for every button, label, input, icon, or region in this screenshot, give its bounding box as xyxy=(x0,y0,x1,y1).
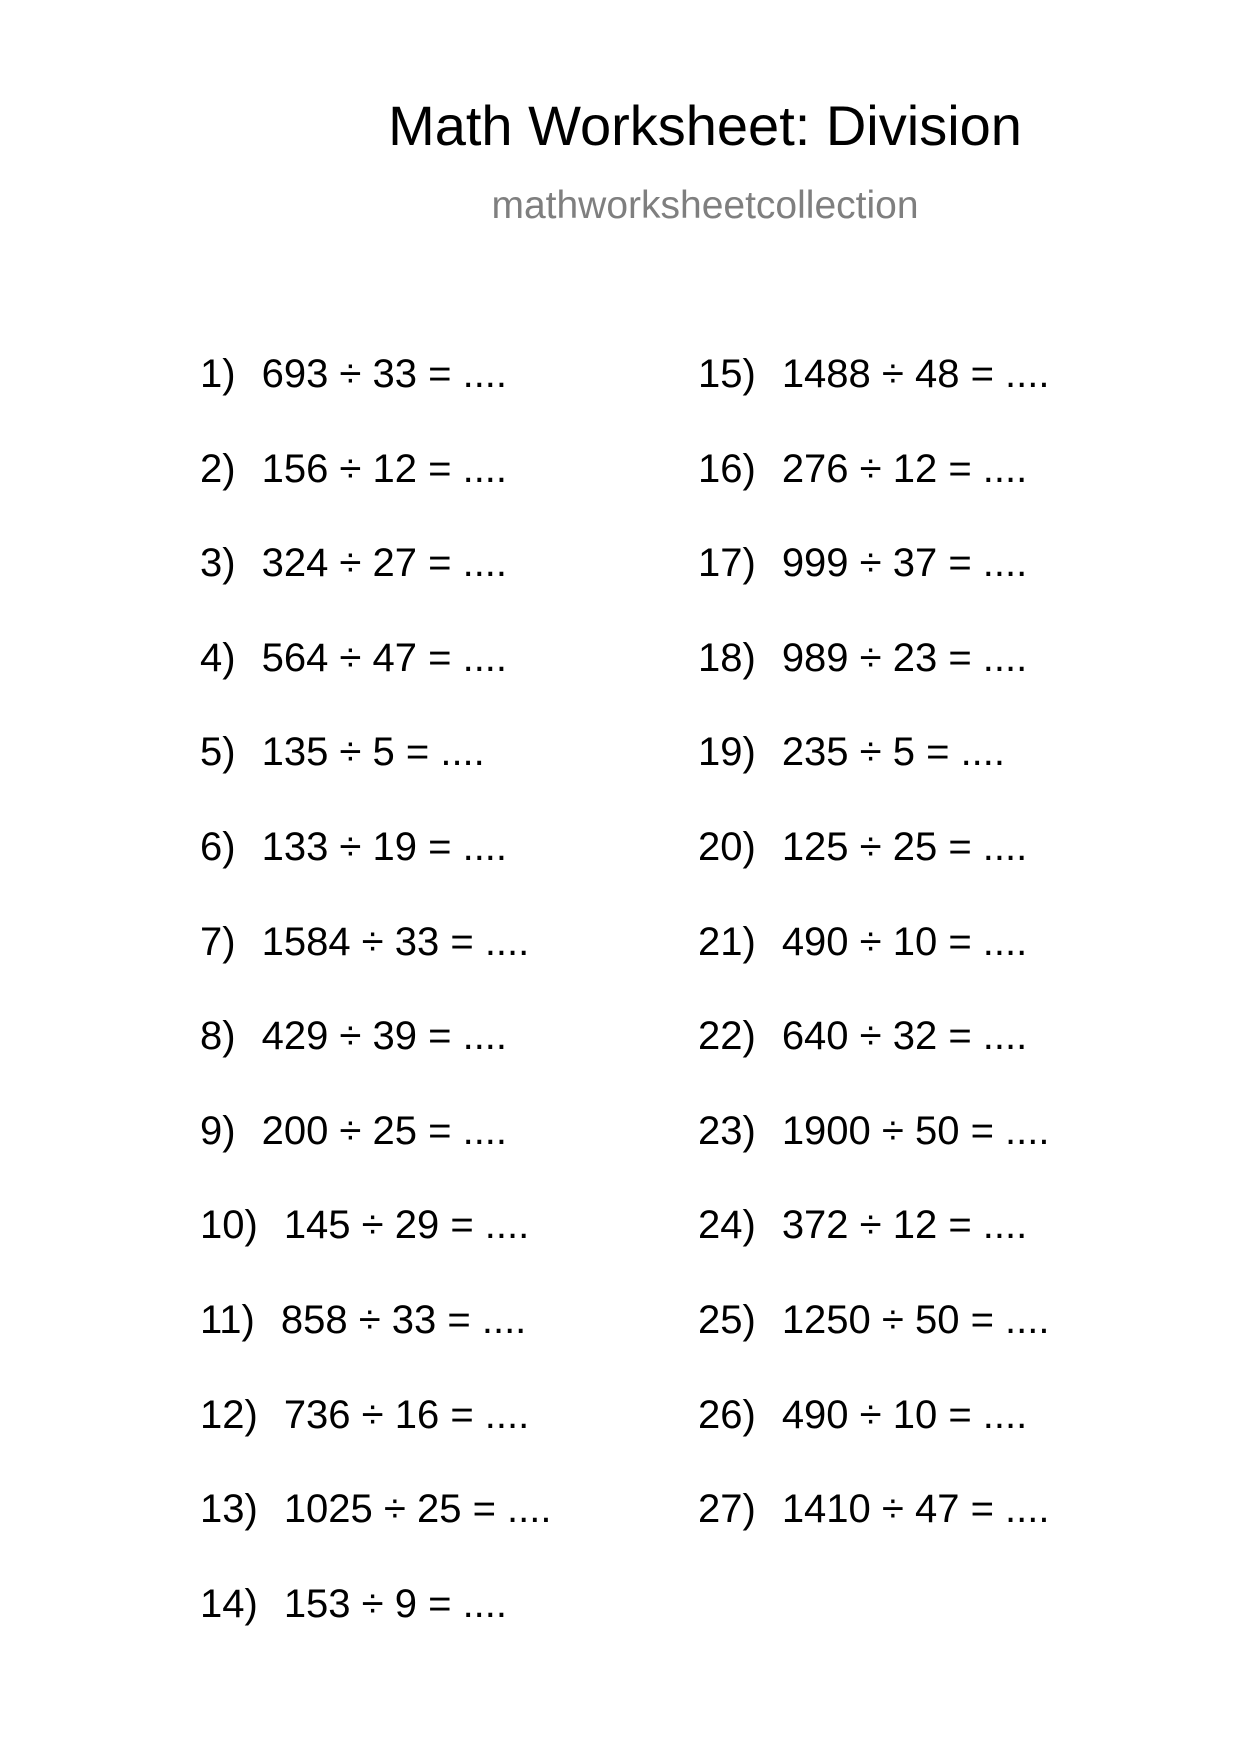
problem-item xyxy=(200,918,552,1013)
problem-number: 13) xyxy=(200,1487,258,1532)
problem-expression: 235 ÷ 5 = .... xyxy=(781,730,1006,775)
problem-expression: 324 ÷ 27 = .... xyxy=(261,541,508,586)
problem-expression: 736 ÷ 16 = .... xyxy=(283,1392,530,1437)
problem-expression: 125 ÷ 25 = .... xyxy=(781,824,1028,869)
problem-expression: 1584 ÷ 33 = .... xyxy=(261,919,530,964)
problem-number: 19) xyxy=(698,730,756,775)
page-subtitle: mathworksheetcollection xyxy=(491,184,919,227)
problem-item xyxy=(200,634,552,729)
problem-number: 5) xyxy=(200,730,236,775)
problem-number: 27) xyxy=(698,1487,756,1532)
problem-item xyxy=(200,823,552,918)
problem-number: 4) xyxy=(200,635,236,680)
problem-expression: 564 ÷ 47 = .... xyxy=(261,635,508,680)
problem-expression: 1488 ÷ 48 = .... xyxy=(781,352,1050,396)
problem-item xyxy=(698,539,1050,634)
problem-expression: 1900 ÷ 50 = .... xyxy=(781,1108,1050,1153)
problem-number: 12) xyxy=(200,1392,258,1437)
problem-item xyxy=(698,1485,1050,1580)
problem-item xyxy=(698,1107,1050,1202)
problem-number: 21) xyxy=(698,919,756,964)
page-title: Math Worksheet: Division xyxy=(388,94,1022,157)
problem-item xyxy=(200,1201,552,1296)
problem-number: 20) xyxy=(698,824,756,869)
problem-item xyxy=(698,728,1050,823)
problem-item xyxy=(200,445,552,540)
problem-item xyxy=(698,1391,1050,1486)
problem-number: 18) xyxy=(698,635,756,680)
problem-item xyxy=(200,539,552,634)
problem-number: 10) xyxy=(200,1203,258,1248)
problem-expression: 133 ÷ 19 = .... xyxy=(261,824,508,869)
problem-expression: 1410 ÷ 47 = .... xyxy=(781,1487,1050,1532)
problem-item xyxy=(698,918,1050,1013)
problem-item xyxy=(698,823,1050,918)
problem-number: 15) xyxy=(698,352,756,396)
problem-item xyxy=(200,1107,552,1202)
problem-expression: 693 ÷ 33 = .... xyxy=(261,352,508,396)
problem-expression: 1250 ÷ 50 = .... xyxy=(781,1297,1050,1342)
problem-number: 25) xyxy=(698,1297,756,1342)
problem-expression: 276 ÷ 12 = .... xyxy=(781,446,1028,491)
problem-item xyxy=(698,1012,1050,1107)
problem-item xyxy=(200,350,552,445)
problem-column-left xyxy=(200,350,552,1674)
problem-item xyxy=(698,1201,1050,1296)
problem-item xyxy=(200,1391,552,1486)
problem-number: 26) xyxy=(698,1392,756,1437)
problem-item xyxy=(200,1296,552,1391)
problem-number: 2) xyxy=(200,446,236,491)
problem-number: 22) xyxy=(698,1014,756,1059)
problem-expression: 989 ÷ 23 = .... xyxy=(781,635,1028,680)
problem-item xyxy=(698,445,1050,540)
problem-item xyxy=(698,634,1050,729)
problem-number: 9) xyxy=(200,1108,236,1153)
problem-item xyxy=(200,1012,552,1107)
problem-item xyxy=(698,1296,1050,1391)
problem-expression: 640 ÷ 32 = .... xyxy=(781,1014,1028,1059)
problem-expression: 490 ÷ 10 = .... xyxy=(781,919,1028,964)
problem-item xyxy=(200,728,552,823)
problem-item xyxy=(200,1485,552,1580)
problem-expression: 200 ÷ 25 = .... xyxy=(261,1108,508,1153)
problem-number: 17) xyxy=(698,541,756,586)
problem-expression: 372 ÷ 12 = .... xyxy=(781,1203,1028,1248)
problem-number: 16) xyxy=(698,446,756,491)
problem-column-right xyxy=(698,350,1050,1580)
problem-expression: 153 ÷ 9 = .... xyxy=(283,1581,508,1626)
problem-number: 1) xyxy=(200,352,236,396)
problem-number: 23) xyxy=(698,1108,756,1153)
problem-item xyxy=(698,350,1050,445)
problem-expression: 999 ÷ 37 = .... xyxy=(781,541,1028,586)
problem-expression: 490 ÷ 10 = .... xyxy=(781,1392,1028,1437)
problem-number: 6) xyxy=(200,824,236,869)
problem-number: 8) xyxy=(200,1014,236,1059)
problem-expression: 429 ÷ 39 = .... xyxy=(261,1014,508,1059)
problem-item xyxy=(200,1580,552,1675)
problem-number: 24) xyxy=(698,1203,756,1248)
problem-number: 11) xyxy=(200,1297,255,1342)
problem-expression: 156 ÷ 12 = .... xyxy=(261,446,508,491)
problem-number: 14) xyxy=(200,1581,258,1626)
problem-expression: 135 ÷ 5 = .... xyxy=(261,730,485,775)
problem-expression: 145 ÷ 29 = .... xyxy=(283,1203,530,1248)
problem-expression: 1025 ÷ 25 = .... xyxy=(283,1487,552,1532)
problem-number: 3) xyxy=(200,541,236,586)
problem-expression: 858 ÷ 33 = .... xyxy=(280,1297,527,1342)
problem-number: 7) xyxy=(200,919,236,964)
